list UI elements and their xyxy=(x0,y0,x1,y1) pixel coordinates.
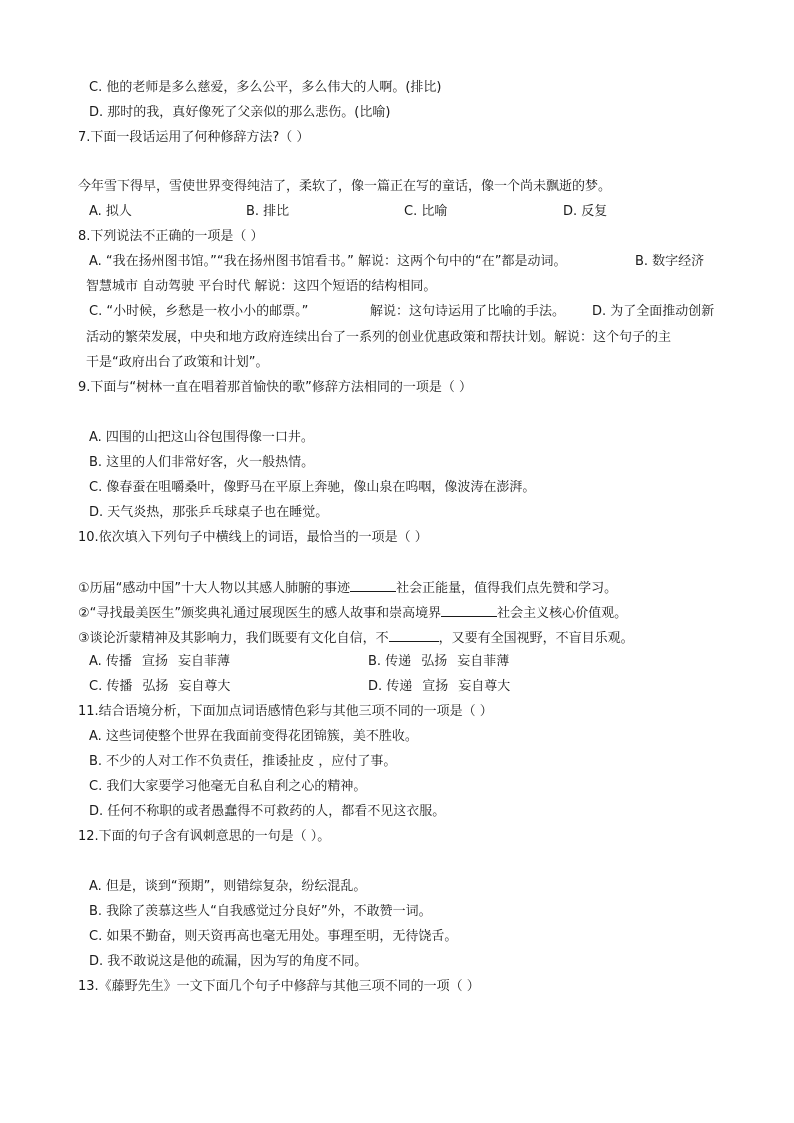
q12-option-b: B. 我除了羡慕这些人“自我感觉过分良好”外，不敢赞一词。 xyxy=(89,904,432,919)
q10-sentence-2: ②“寻找最美医生”颁奖典礼通过展现医生的感人故事和崇高境界 社会主义核心价值观。 xyxy=(78,603,627,623)
q8-option-b-continued: 智慧城市 自动驾驶 平台时代 解说：这四个短语的结构相同。 xyxy=(86,279,437,294)
q8-option-c-note: 解说：这句诗运用了比喻的手法。 xyxy=(370,304,566,319)
q10-option-b: B. 传递 弘扬 妄自菲薄 xyxy=(368,654,510,669)
q11-option-b: B. 不少的人对工作不负责任，推诿扯皮 ，应付了事。 xyxy=(89,754,397,769)
fill-blank-2 xyxy=(441,603,497,617)
question-7: 7.下面一段话运用了何种修辞方法?（ ） xyxy=(78,130,310,145)
question-12: 12.下面的句子含有讽刺意思的一句是（ ）。 xyxy=(78,829,331,844)
q10-sentence-1: ①历届“感动中国”十大人物以其感人肺腑的事迹 社会正能量，值得我们点先赞和学习。 xyxy=(78,578,617,598)
q7-passage: 今年雪下得早，雪使世界变得纯洁了，柔软了，像一篇正在写的童话，像一个尚未飘逝的梦。 xyxy=(78,179,612,194)
question-10: 10.依次填入下列句子中横线上的词语，最恰当的一项是（ ） xyxy=(78,530,428,545)
q7-option-d: D. 反复 xyxy=(563,204,608,219)
q6-option-c: C. 他的老师是多么慈爱，多么公平，多么伟大的人啊。(排比) xyxy=(89,80,442,95)
q12-option-a: A. 但是，谈到“预期”，则错综复杂，纷纭混乱。 xyxy=(89,879,367,894)
q12-option-c: C. 如果不勤奋，则天资再高也毫无用处。事理至明，无待饶舌。 xyxy=(89,929,458,944)
fill-blank-1 xyxy=(350,578,396,592)
q10-option-a: A. 传播 宣扬 妄自菲薄 xyxy=(89,654,230,669)
q12-option-d: D. 我不敢说这是他的疏漏，因为写的角度不同。 xyxy=(89,954,368,969)
q8-option-d-continued: 活动的繁荣发展，中央和地方政府连续出台了一系列的创业优惠政策和帮扶计划。解说：这个句子的主 xyxy=(86,330,672,345)
q11-option-d: D. 任何不称职的或者愚蠢得不可救药的人，都看不见这衣服。 xyxy=(89,804,446,819)
q7-option-c: C. 比喻 xyxy=(404,204,448,219)
question-11: 11.结合语境分析，下面加点词语感情色彩与其他三项不同的一项是（ ） xyxy=(78,704,493,719)
q9-option-a: A. 四围的山把这山谷包围得像一口井。 xyxy=(89,430,314,445)
question-8: 8.下列说法不正确的一项是（ ） xyxy=(78,229,264,244)
q10-option-d: D. 传递 宣扬 妄自尊大 xyxy=(368,679,511,694)
q8-option-a: A. “我在扬州图书馆。”“我在扬州图书馆看书。” 解说：这两个句中的“在”都是动词。 xyxy=(89,254,567,269)
q7-option-b: B. 排比 xyxy=(246,204,290,219)
q10-sentence-3: ③谈论沂蒙精神及其影响力，我们既要有文化自信，不 ，又要有全国视野，不盲目乐观。 xyxy=(78,628,634,648)
q8-option-b-start: B. 数字经济 xyxy=(635,254,705,269)
q8-option-d-start: D. 为了全面推动创新 xyxy=(592,304,715,319)
q11-option-a: A. 这些词使整个世界在我面前变得花团锦簇，美不胜收。 xyxy=(89,729,418,744)
fill-blank-3 xyxy=(389,628,439,642)
q9-option-d: D. 天气炎热，那张乒乓球桌子也在睡觉。 xyxy=(89,505,329,520)
q8-option-d-end: 干是“政府出台了政策和计划”。 xyxy=(86,355,269,370)
q9-option-c: C. 像春蚕在咀嚼桑叶，像野马在平原上奔驰，像山泉在呜咽，像波涛在澎湃。 xyxy=(89,480,536,495)
q6-option-d: D. 那时的我，真好像死了父亲似的那么悲伤。(比喻) xyxy=(89,105,391,120)
q10-option-c: C. 传播 弘扬 妄自尊大 xyxy=(89,679,231,694)
q8-option-c: C. “小时候，乡愁是一枚小小的邮票。” xyxy=(89,304,309,319)
q7-option-a: A. 拟人 xyxy=(89,204,132,219)
q9-option-b: B. 这里的人们非常好客，火一般热情。 xyxy=(89,455,315,470)
q11-option-c: C. 我们大家要学习他毫无自私自利之心的精神。 xyxy=(89,779,367,794)
question-9: 9.下面与“树林一直在唱着那首愉快的歌”修辞方法相同的一项是（ ） xyxy=(78,380,473,395)
question-13: 13.《藤野先生》一文下面几个句子中修辞与其他三项不同的一项（ ） xyxy=(78,979,480,994)
